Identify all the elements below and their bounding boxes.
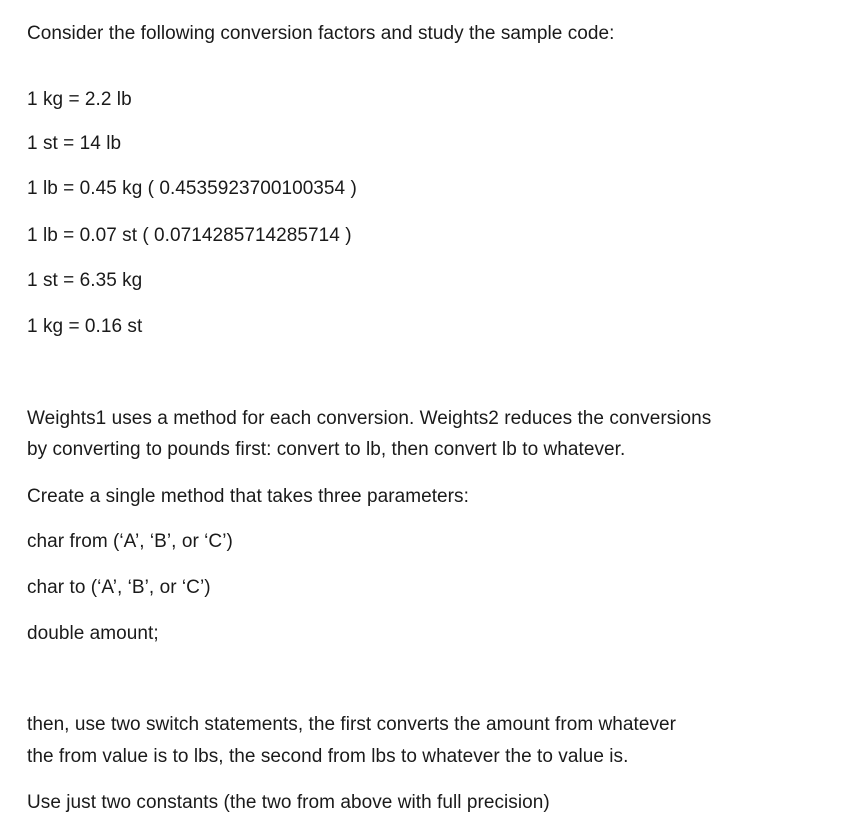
paragraph-weights-line-2: by converting to pounds first: convert to lb, then convert lb to whatever. — [27, 439, 626, 460]
paragraph-switch-line-1: then, use two switch statements, the first converts the amount from whatever — [27, 714, 677, 735]
param-from: char from (‘A’, ‘B’, or ‘C’) — [27, 531, 233, 552]
factor-kg-st: 1 kg = 0.16 st — [27, 316, 143, 337]
factor-kg-lb: 1 kg = 2.2 lb — [27, 89, 132, 110]
paragraph-weights-line-1: Weights1 uses a method for each conversion. Weights2 reduces the conversions — [27, 408, 712, 429]
factor-lb-st: 1 lb = 0.07 st ( 0.0714285714285714 ) — [27, 225, 352, 246]
factor-st-lb: 1 st = 14 lb — [27, 133, 122, 154]
factor-st-kg: 1 st = 6.35 kg — [27, 270, 143, 291]
factor-lb-kg: 1 lb = 0.45 kg ( 0.4535923700100354 ) — [27, 178, 357, 199]
paragraph-switch-line-2: the from value is to lbs, the second from lbs to whatever the to value is. — [27, 746, 629, 767]
constants-text: Use just two constants (the two from above with full precision) — [27, 792, 550, 813]
intro-text: Consider the following conversion factors and study the sample code: — [27, 23, 615, 44]
param-to: char to (‘A’, ‘B’, or ‘C’) — [27, 577, 211, 598]
param-amount: double amount; — [27, 623, 159, 644]
create-method-text: Create a single method that takes three parameters: — [27, 486, 469, 507]
